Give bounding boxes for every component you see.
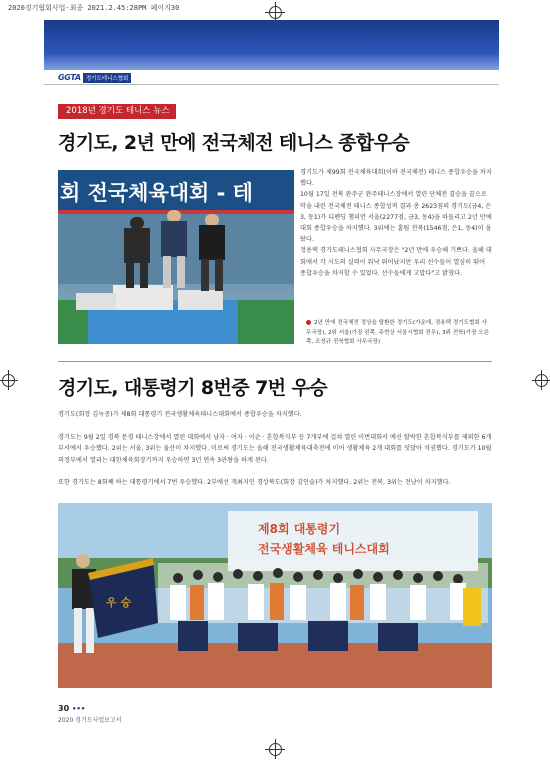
crop-mark-left [0, 370, 18, 390]
report-title: 2020 경기도사업보고서 [58, 717, 122, 724]
page-number [58, 704, 85, 713]
article1-para-2: 10월 17일 전북 완주군 완주테니스장에서 열린 단체전 결승을 끝으로 막을 내린 전국체전 테니스 종합성적 결과 총 2623점의 경기도(금4, 은3, 동1)가 디펜딩 챔피언 서울(2277점, 금3, 동4)을 따돌리고 2년 만에 대회 종합우승을 차지했다. 3위에는 홈팀 전북(1546점, 은1, 동4)이 올랐다. [300, 191, 492, 244]
association-logo [58, 72, 131, 83]
page-number-value: 30 [58, 704, 70, 713]
crop-mark-bottom [265, 739, 285, 759]
caption-text: 2년 만에 전국체전 정상을 탈환한 경기도(가운데, 정용택 경기도협회 사무국장), 2위 서울(가장 왼쪽, 주현상 서울시협회 전무), 3위 전북(가장 오른쪽, 조성규 전북협회 사무국장) [306, 320, 490, 345]
photo1-banner: 회 전국체육대회 - 테 [60, 181, 253, 205]
article2-para-3: 또한 경기도는 8회째 하는 대통령기에서 7번 우승했다. 2부에선 개최지인 경상북도(회장 김인술)가 차지했다. 2위는 전북, 3위는 전남이 차지했다. [58, 479, 451, 486]
print-header: 2020경기협회사업-최종 2021.2.45:28PM 페이지30 [8, 4, 180, 12]
article2-para-2: 경기도는 9월 2일 경북 문경 테니스장에서 열린 대회에서 남자 · 여자 · 이순 · 혼합복식부 등 7개부에 걸쳐 열린 이번대회서 예선 탈락한 혼합복식부를 제외한 6개 부서에서 우승했다. 2위는 서울, 3위는 울산이 차지했다. 이로써 경기도는 올해 전국생활체육대축전에 이어 생활체육 2개 대회를 잇달아 석권했다. 경기도가 10월 의정부에서 열리는 대한체육회장기까지 우승하면 3년 연속 3관왕을 하게 된다. [58, 434, 492, 464]
caption-bullet-icon [306, 320, 311, 325]
photo2-banner-line1: 제8회 대통령기 [258, 522, 341, 536]
article2-photo [58, 503, 492, 688]
section-tag: 2018년 경기도 테니스 뉴스 [58, 104, 176, 119]
section-divider [58, 361, 492, 362]
article1-body [300, 167, 492, 279]
page-number-dots: ••• [71, 705, 86, 713]
photo2-banner-line2: 전국생활체육 테니스대회 [258, 542, 390, 556]
article1-para-3: 정용택 경기도테니스협회 사무국장은 "2년 만에 우승해 기쁘다. 올해 대회에서 각 시도의 실력이 워낙 뛰어났지만 우리 선수들이 열심히 뛰어 종합우승을 차지할 수 있었다. 선수들에게 고맙다"고 밝혔다. [300, 247, 492, 277]
logo-mark: GGTA [58, 73, 81, 82]
logo-name: 경기도테니스협회 [83, 73, 132, 83]
crop-mark-right [532, 370, 550, 390]
article2-para-1: 경기도(회장 김녹중)가 제8회 대통령기 전국생활체육테니스대회에서 종합우승을 차지했다. [58, 411, 302, 418]
article1-para-1: 경기도가 제99회 전국체육대회(이하 전국체전) 테니스 종합우승을 차지했다. [300, 169, 492, 188]
article2-title: 경기도, 대통령기 8번중 7번 우승 [58, 377, 327, 399]
article1-photo [58, 170, 294, 344]
article1-title: 경기도, 2년 만에 전국체전 테니스 종합우승 [58, 132, 410, 154]
flag-text: 우 승 [106, 596, 132, 609]
crop-mark-top [265, 2, 285, 22]
article1-caption [306, 319, 492, 348]
header-rule [44, 84, 499, 85]
